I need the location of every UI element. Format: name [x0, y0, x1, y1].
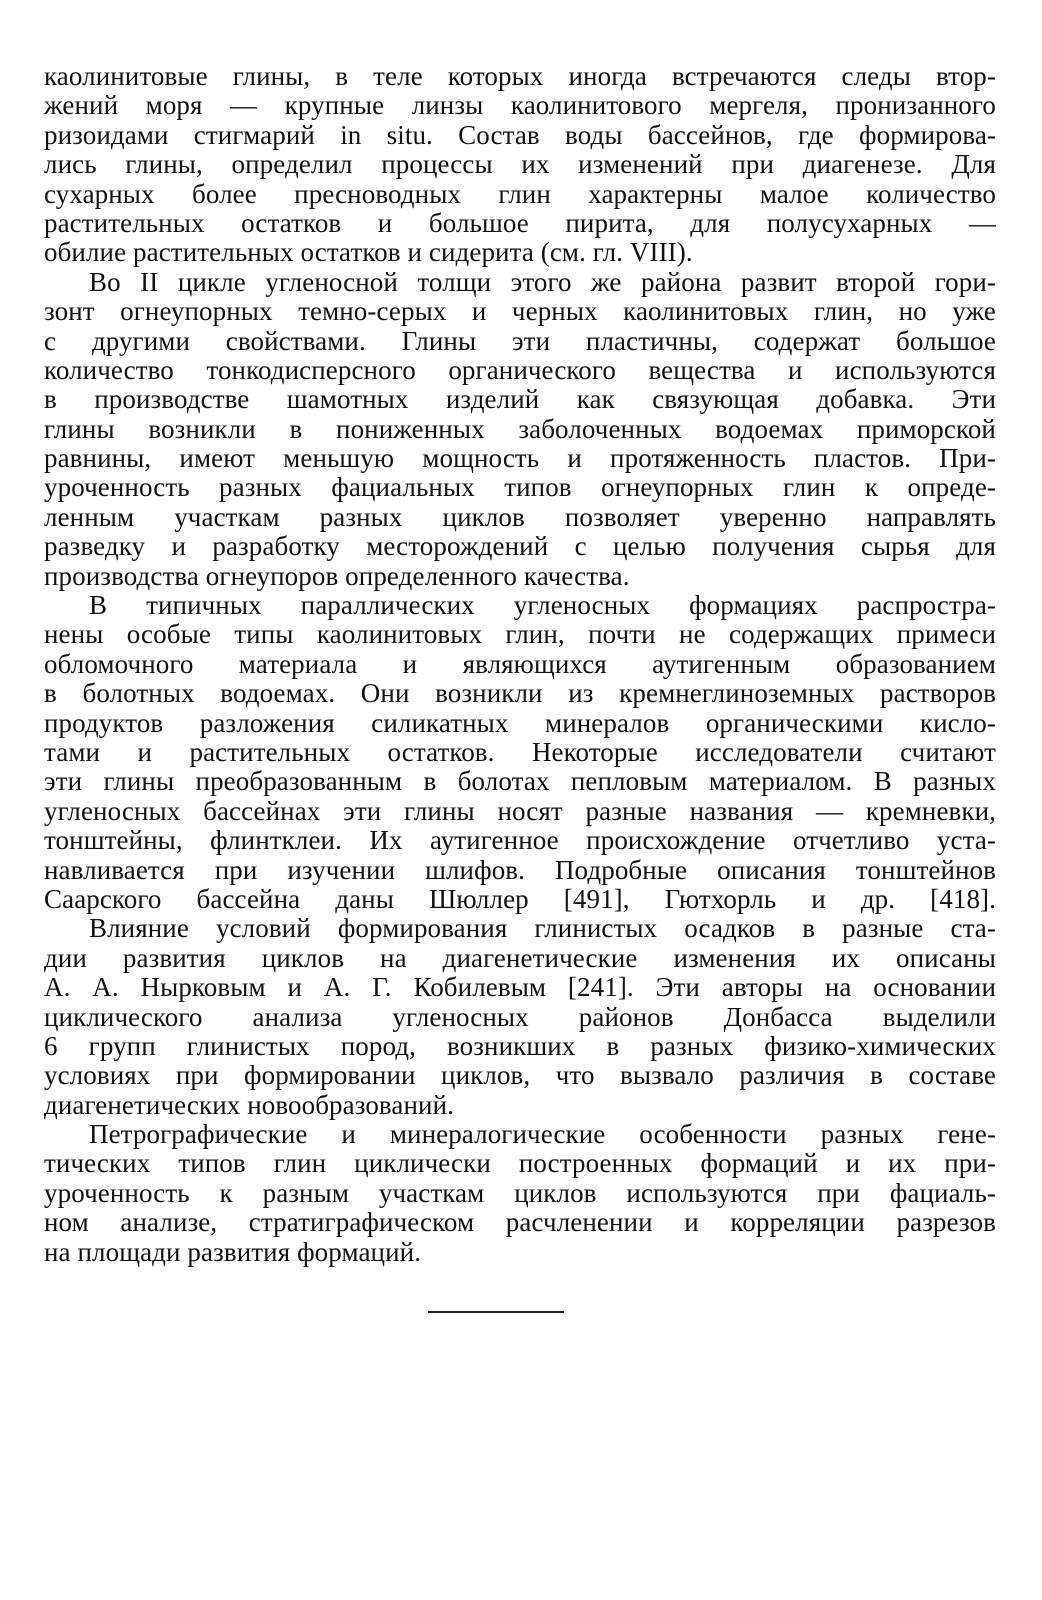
paragraph-5 [44, 1120, 996, 1267]
text-line: обилие растительных остатков и сидерита (см. гл. VIII). [44, 237, 693, 268]
text-line: А. А. Нырковым и А. Г. Кобилевым [241]. Эти авторы на основании [44, 972, 996, 1003]
text-line: тонштейны, флинтклеи. Их аутигенное происхождение отчетливо уста- [44, 825, 996, 856]
text-line: на площади развития формаций. [44, 1236, 422, 1267]
text-line: зонт огнеупорных темно-серых и черных каолинитовых глин, но уже [44, 296, 996, 327]
section-end-rule [428, 1311, 564, 1313]
text-line: В типичных параллических угленосных формациях распростра- [89, 590, 996, 621]
text-line: продуктов разложения силикатных минералов органическими кисло- [44, 707, 996, 738]
text-line: Саарского бассейна даны Шюллер [491], Гютхорль и др. [418]. [44, 883, 996, 914]
text-line: Влияние условий формирования глинистых осадков в разные ста- [89, 913, 996, 944]
text-line: ном анализе, стратиграфическом расчленении и корреляции разрезов [44, 1207, 996, 1238]
text-line: Петрографические и минералогические особенности разных гене- [89, 1119, 996, 1150]
text-line: с другими свойствами. Глины эти пластичны, содержат большое [44, 325, 996, 356]
text-line: уроченность разных фациальных типов огнеупорных глин к опреде- [44, 472, 996, 503]
text-line: тами и растительных остатков. Некоторые исследователи считают [44, 736, 996, 767]
text-line: ленным участкам разных циклов позволяет уверенно направлять [44, 501, 996, 532]
text-line: дии развития циклов на диагенетические изменения их описаны [44, 942, 996, 973]
paragraph-1 [44, 62, 996, 268]
text-line: ризоидами стигмарий in situ. Состав воды бассейнов, где формирова- [44, 119, 996, 150]
paragraph-2 [44, 268, 996, 591]
text-line: сухарных более пресноводных глин характерны малое количество [44, 178, 996, 209]
text-line: условиях при формировании циклов, что вызвало различия в составе [44, 1060, 996, 1091]
text-line: навливается при изучении шлифов. Подробные описания тонштейнов [44, 854, 996, 885]
text-line: циклического анализа угленосных районов Донбасса выделили [44, 1001, 996, 1032]
text-line: диагенетических новообразований. [44, 1089, 455, 1120]
text-line: каолинитовые глины, в теле которых иногда встречаются следы втор- [44, 61, 996, 91]
text-line: количество тонкодисперсного органического вещества и используются [44, 354, 996, 385]
text-line: тических типов глин циклически построенных формаций и их при- [44, 1148, 996, 1179]
text-line: растительных остатков и большое пирита, для полусухарных — [44, 207, 996, 238]
text-line: жений моря — крупные линзы каолинитового мергеля, пронизанного [44, 90, 996, 121]
text-line: глины возникли в пониженных заболоченных водоемах приморской [44, 413, 996, 444]
text-line: угленосных бассейнах эти глины носят разные названия — кремневки, [44, 795, 996, 826]
document-body [44, 62, 996, 1267]
text-line: лись глины, определил процессы их изменений при диагенезе. Для [44, 149, 996, 180]
paragraph-4 [44, 914, 996, 1120]
text-line: 6 групп глинистых пород, возникших в разных физико-химических [44, 1030, 996, 1061]
text-line: уроченность к разным участкам циклов используются при фациаль- [44, 1177, 996, 1208]
text-line: разведку и разработку месторождений с целью получения сырья для [44, 531, 996, 562]
text-line: равнины, имеют меньшую мощность и протяженность пластов. При- [44, 443, 996, 474]
paragraph-3 [44, 591, 996, 914]
text-line: Во II цикле угленосной толщи этого же района развит второй гори- [89, 266, 996, 297]
text-line: нены особые типы каолинитовых глин, почти не содержащих примеси [44, 619, 996, 650]
text-line: в производстве шамотных изделий как связующая добавка. Эти [44, 384, 996, 415]
text-line: эти глины преобразованным в болотах пепловым материалом. В разных [44, 766, 996, 797]
text-line: производства огнеупоров определенного качества. [44, 560, 630, 591]
text-line: обломочного материала и являющихся аутигенным образованием [44, 648, 996, 679]
text-line: в болотных водоемах. Они возникли из кремнеглиноземных растворов [44, 678, 996, 709]
